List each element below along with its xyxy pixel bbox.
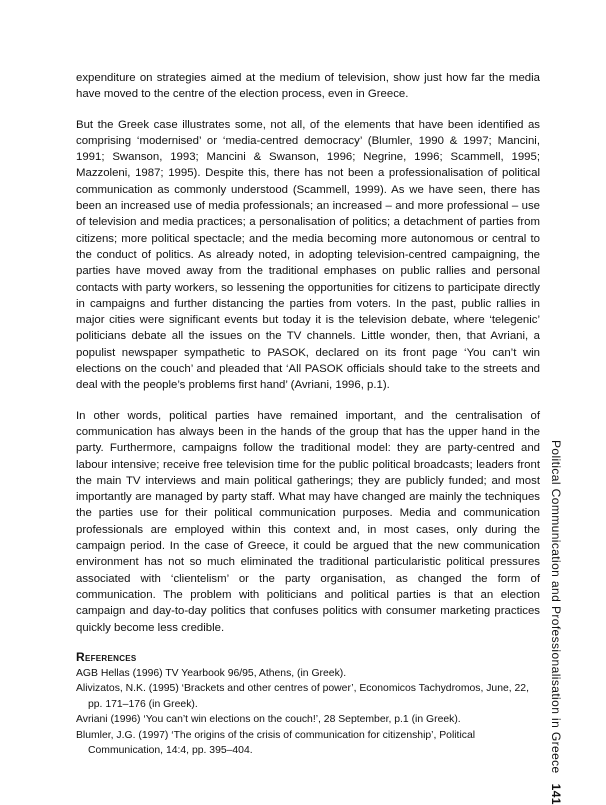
reference-item: Avriani (1996) ‘You can’t win elections on the couch!’, 28 September, p.1 (in Greek).	[76, 714, 461, 726]
paragraph-3: In other words, political parties have remained important, and the centralisation of communication has always been in the hands of the group that has the upper hand in the party. Furthermore, campaigns follow the traditional model: they are party-centred and labour intensive; receive free television time for the public political broadcasts; leaders front the main TV interviews and main political gatherings; they are publicly funded; and most importantly are managed by party staff. What may have changed are mainly the techniques the parties use for their political communication purposes. Media and communication professionals are employed within this context and, in most cases, only during the campaign period. In the case of Greece, it could be argued that the new communication environment has not so much eliminated the traditional particularistic political pressures associated with ‘clientelism’ or the party organisation, as changed the form of communication. The problem with politicians and political parties is that an election campaign and day-to-day politics that confuses politics with consumer marketing practices quickly become less credible.	[76, 409, 540, 634]
reference-item: Blumler, J.G. (1997) ‘The origins of the crisis of communication for citizenship’, Political Communication, 14:4, pp. 395–404.	[76, 729, 476, 757]
references-heading: References	[76, 649, 137, 664]
running-head	[547, 440, 563, 805]
paragraph-2: But the Greek case illustrates some, not all, of the elements that have been identified as comprising ‘modernised’ or ‘media-centred democracy’ (Blumler, 1990 & 1997; Mancini, 1991; Swanson, 1993; Mancini & Swanson, 1996; Negrine, 1996; Scammell, 1995; Mazzoleni, 1987; 1995). Despite this, there has not been a professionalisation of political communication as commonly understood (Scammell, 1999). As we have seen, there has been an increased use of media professionals; an increased – and more professional – use of television and media practices; a personalisation of politics; a detachment of parties from citizens; more political spectacle; and the media becoming more autonomous or central to the conduct of politics. As already noted, in adopting television-centred campaigning, the parties have moved away from the traditional emphases on public rallies and personal contacts with party workers, so lessening the opportunities for citizens to participate directly in campaigns and further distancing the parties from voters. In the past, public rallies in major cities were significant events but today it is the television debate, where ‘telegenic’ politicians debate all the issues on the TV channels. Little wonder, then, that Avriani, a populist newspaper sympathetic to PASOK, declared on its front page ‘You can’t win elections on the couch’ and pleaded that ‘All PASOK officials should take to the streets and deal with the people’s problems first hand’ (Avriani, 1996, p.1).	[76, 118, 540, 392]
paragraph-1: expenditure on strategies aimed at the medium of television, show just how far the media have moved to the centre of the election process, even in Greece.	[76, 72, 540, 101]
reference-item: AGB Hellas (1996) TV Yearbook 96/95, Athens, (in Greek).	[76, 667, 347, 679]
running-head-title: Political Communication and Professionalisation in Greece	[549, 440, 563, 774]
main-column	[76, 70, 540, 759]
reference-item: Alivizatos, N.K. (1995) ‘Brackets and other centres of power’, Economicos Tachydromos, June, 22, pp. 171–176 (in Greek).	[76, 683, 529, 710]
page-number: 141	[549, 783, 563, 805]
